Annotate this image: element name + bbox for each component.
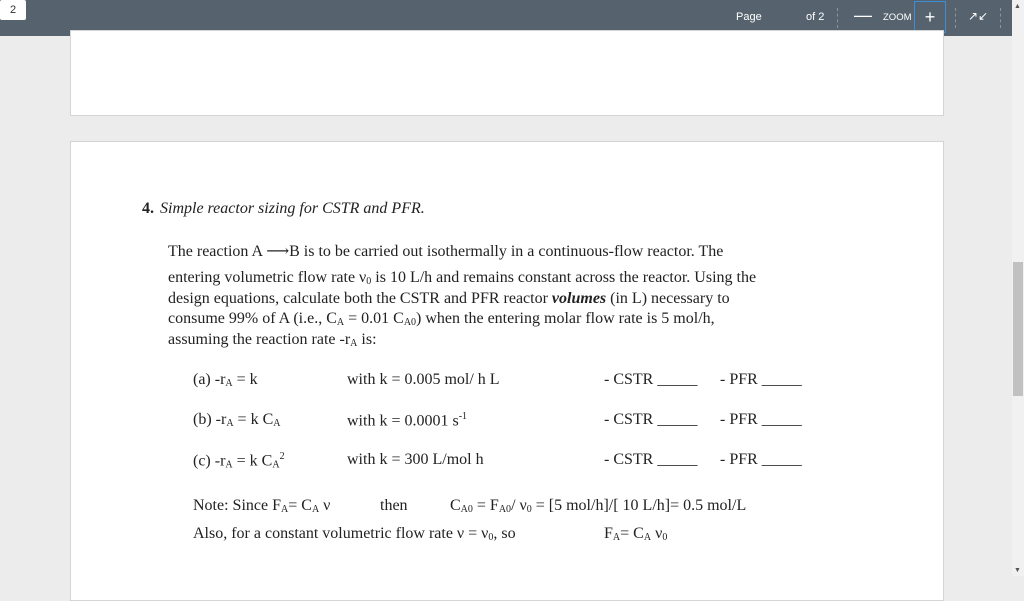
problem-heading: 4. Simple reactor sizing for CSTR and PFR.: [142, 200, 425, 217]
rate-constant-c: with k = 300 L/mol h: [347, 451, 484, 468]
zoom-out-button[interactable]: —: [854, 5, 872, 25]
note-line-2: Also, for a constant volumetric flow rate $\nu = \nu_0$, so: [193, 525, 516, 543]
zoom-label: ZOOM: [883, 12, 912, 23]
paragraph-line: entering volumetric flow rate $\nu_0$ is 10 L/h and remains constant across the reactor. Using the: [168, 269, 757, 287]
paragraph-line: design equations, calculate both the CSTR and PFR reactor volumes (in L) necessary to: [168, 290, 730, 307]
paragraph-line: consume 99% of A (i.e., $C_A = 0.01$ $C_{A0}$) when the entering molar flow rate is 5 mol/h,: [168, 310, 715, 328]
scrollbar-thumb[interactable]: [1013, 262, 1023, 396]
cstr-blank-b: - CSTR _____: [604, 411, 698, 428]
pfr-blank-b: - PFR _____: [720, 411, 802, 428]
page-number-input[interactable]: [0, 0, 26, 20]
rate-law-b: (b) $-r_A = k$ $C_A$: [193, 411, 281, 429]
scroll-up-icon[interactable]: ▲: [1014, 2, 1021, 10]
rate-law-c: (c) $-r_A = k$ $C_A^2$: [193, 451, 285, 471]
vertical-scrollbar[interactable]: [1012, 0, 1024, 576]
divider: [955, 8, 956, 28]
divider: [1000, 8, 1001, 28]
scroll-down-icon[interactable]: ▼: [1014, 566, 1021, 574]
cstr-blank-c: - CSTR _____: [604, 451, 698, 468]
pdf-page-1: [70, 30, 944, 116]
page-count: of 2: [806, 11, 825, 23]
note-then: then: [380, 497, 408, 514]
rate-constant-b: with k = 0.0001 $s^{-1}$: [347, 411, 468, 430]
note-line-1: Note: Since $F_A= C_A$ ν: [193, 497, 331, 515]
pfr-blank-a: - PFR _____: [720, 371, 802, 388]
divider: [837, 8, 838, 28]
paragraph-line: The reaction A ⟶B is to be carried out isothermally in a continuous-flow reactor. The: [168, 243, 724, 260]
pfr-blank-c: - PFR _____: [720, 451, 802, 468]
page-label: Page: [736, 11, 762, 23]
zoom-in-button[interactable]: +: [914, 1, 946, 33]
cstr-blank-a: - CSTR _____: [604, 371, 698, 388]
collapse-icon[interactable]: ↗↙: [968, 9, 989, 23]
paragraph-line: assuming the reaction rate $-r_A$ is:: [168, 331, 377, 349]
note-equation-2: $F_A= C_A$ $\nu_0$: [604, 525, 668, 543]
rate-law-a: (a) $-r_A = k$: [193, 371, 258, 389]
rate-constant-a: with k = 0.005 mol/ h L: [347, 371, 500, 388]
note-equation: $C_{A0} = F_{A0}/$ $\nu_0 = [5$ mol/h]/[ 10 L/h]= 0.5 mol/L: [450, 497, 747, 515]
